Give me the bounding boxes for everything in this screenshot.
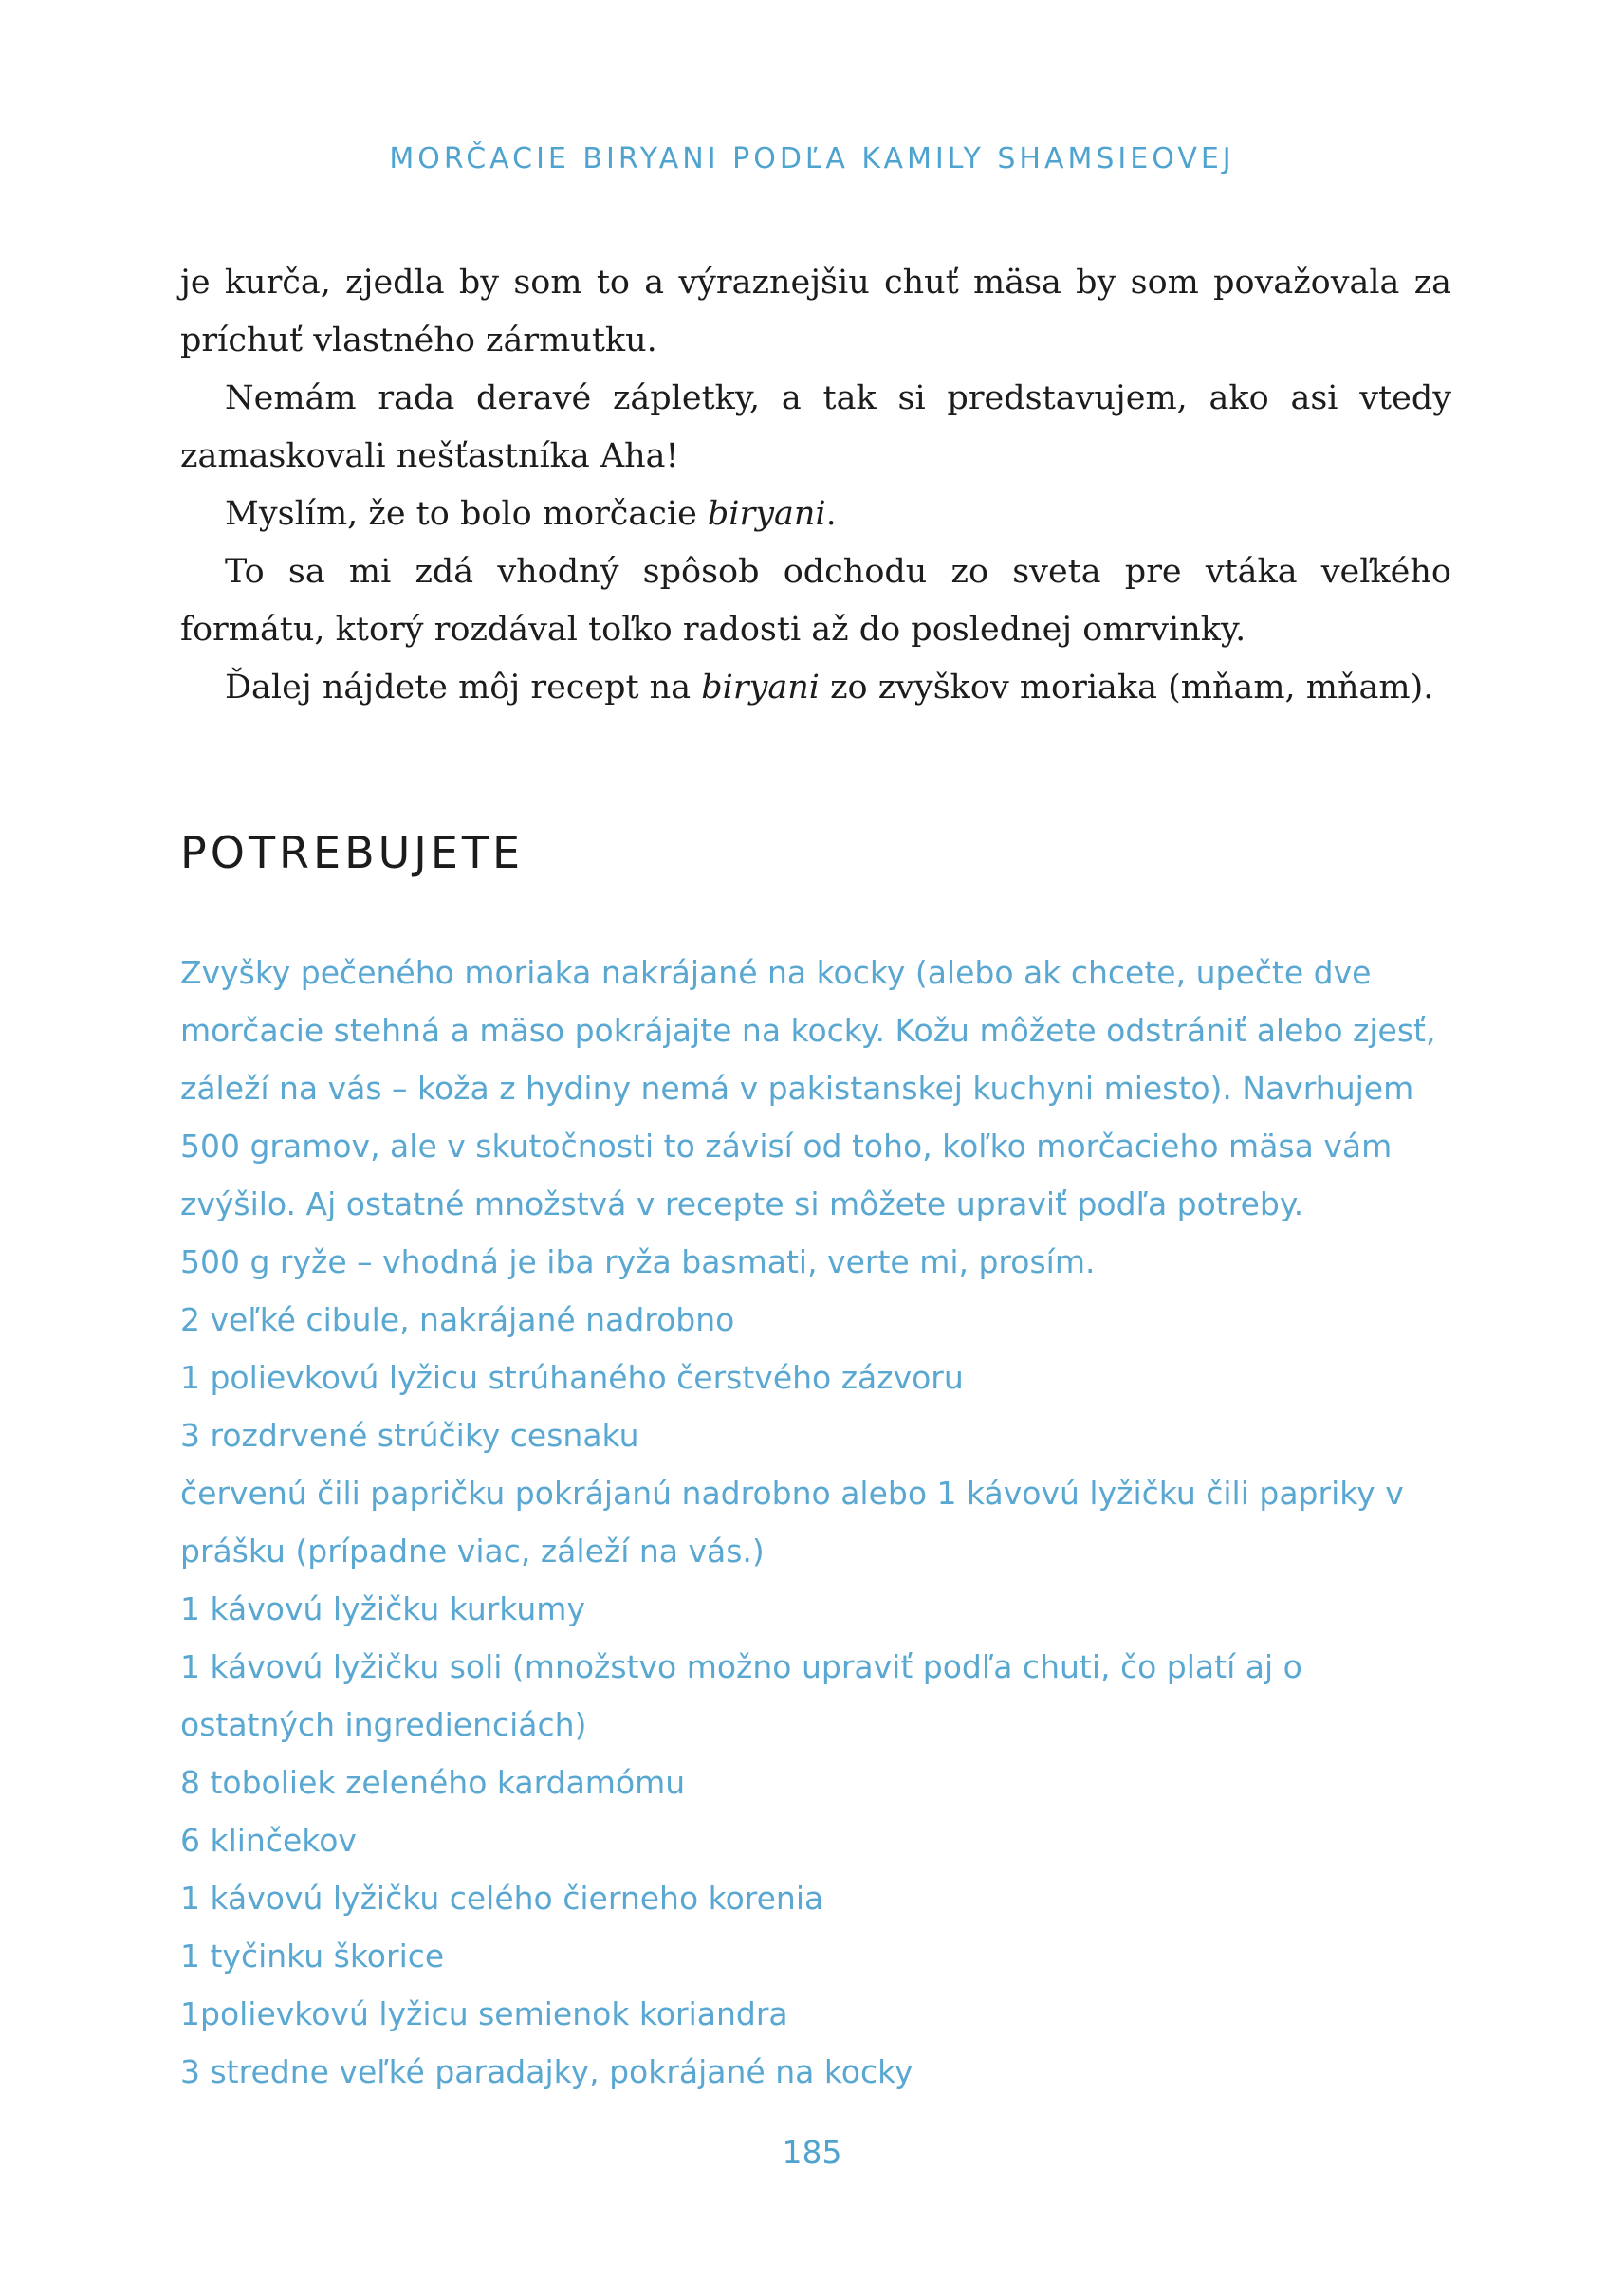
ingredient-item: 2 veľké cibule, nakrájané nadrobno [180,1301,735,1338]
ingredient-item: červenú čili papričku pokrájanú nadrobno alebo 1 kávovú lyžičku čili papriky v prášku (prípadne viac, záleží na vás.) [180,1475,1404,1570]
ingredient-item: 6 klinčekov [180,1822,357,1859]
ingredient-item: 1 kávovú lyžičku kurkumy [180,1590,585,1627]
ingredient-item: 1 polievkovú lyžicu strúhaného čerstvého zázvoru [180,1359,964,1396]
paragraph-5-text: Ďalej nájdete môj recept na [225,669,702,707]
ingredient-item: 1 tyčinku škorice [180,1938,445,1975]
body-text [180,254,1451,717]
paragraph-3 [180,486,1451,543]
ingredient-item: 1 kávovú lyžičku celého čierneho korenia [180,1880,824,1917]
paragraph-3-text: Myslím, že to bolo morčacie [225,495,708,533]
paragraph-2: Nemám rada deravé zápletky, a tak si predstavujem, ako asi vtedy zamaskovali nešťastníka Aha! [180,379,1451,475]
paragraph-5 [180,659,1451,717]
paragraph-4: To sa mi zdá vhodný spôsob odchodu zo sveta pre vtáka veľkého formátu, ktorý rozdával toľko radosti až do poslednej omrvinky. [180,553,1451,649]
ingredient-item: Zvyšky pečeného moriaka nakrájané na kocky (alebo ak chcete, upečte dve morčacie stehná a mäso pokrájajte na kocky. Kožu môžete odstrániť alebo zjesť, záleží na vás – koža z hydiny nemá v pakistanskej kuchyni miesto). Navrhujem 500 gramov, ale v skutočnosti to závisí od toho, koľko morčacieho mäsa vám zvýšilo. Aj ostatné množstvá v recepte si môžete upraviť podľa potreby. [180,954,1436,1222]
paragraph-3-end: . [825,495,837,533]
ingredient-item: 3 stredne veľké paradajky, pokrájané na kocky [180,2053,914,2090]
ingredient-list [180,944,1456,2101]
page-number: 185 [782,2134,842,2171]
paragraph-3-italic: biryani [707,495,826,533]
ingredient-item: 8 toboliek zeleného kardamómu [180,1764,686,1801]
ingredient-item: 1polievkovú lyžicu semienok koriandra [180,1995,788,2032]
ingredient-item: 500 g ryže – vhodná je iba ryža basmati, verte mi, prosím. [180,1243,1096,1280]
paragraph-1: je kurča, zjedla by som to a výraznejšiu chuť mäsa by som považovala za príchuť vlastného zármutku. [180,264,1451,359]
section-heading: POTREBUJETE [180,827,525,878]
ingredient-item: 3 rozdrvené strúčiky cesnaku [180,1417,639,1454]
running-head: MORČACIE BIRYANI PODĽA KAMILY SHAMSIEOVEJ [389,142,1235,175]
paragraph-5-end: zo zvyškov moriaka (mňam, mňam). [819,669,1434,707]
paragraph-5-italic: biryani [701,669,820,707]
ingredient-item: 1 kávovú lyžičku soli (množstvo možno upraviť podľa chuti, čo platí aj o ostatných ingredienciách) [180,1648,1302,1743]
